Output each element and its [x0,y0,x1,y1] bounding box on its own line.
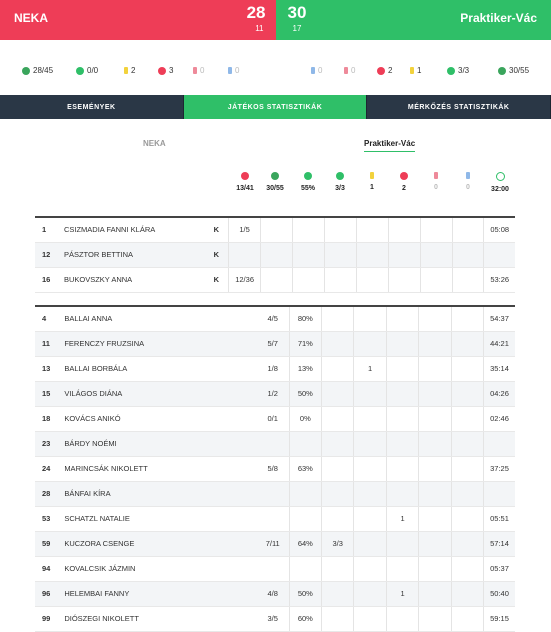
goalkeepers-table [35,216,515,293]
column-header-red-card [420,172,452,191]
shots-cell: 3/5 [257,606,289,631]
table-row[interactable] [35,456,515,481]
table-row[interactable] [35,581,515,606]
time-cell: 02:46 [484,406,516,431]
time-cell: 50:40 [484,581,516,606]
red-cell [419,356,451,381]
seven-cell [322,581,354,606]
shots-cell [257,431,289,456]
yellow-cell [354,331,386,356]
summary-stats-row [0,60,551,86]
clock-icon [496,172,505,181]
shots-cell [257,506,289,531]
summary-value: 2 [131,66,135,75]
player-number: 4 [35,306,60,331]
percent-icon [304,172,312,180]
goalkeeper-badge: K [214,217,229,242]
red-cell [419,506,451,531]
seven-cell [322,606,354,631]
field-players-table [35,305,515,632]
red-cell [419,556,451,581]
yellow-cell [354,606,386,631]
column-header [0,172,551,196]
time-cell [484,242,515,267]
table-row[interactable] [35,356,515,381]
player-name: DIÓSZEGI NIKOLETT [60,606,256,631]
blue-cell [451,331,483,356]
seven-cell [322,506,354,531]
column-header-blue-card [452,172,484,191]
pct-cell [289,556,321,581]
pct-cell: 64% [289,531,321,556]
away-team-name: Praktiker-Vác [460,11,537,25]
red-card-icon [434,172,438,179]
goalkeeper-badge: K [214,242,229,267]
away-halftime-score: 17 [293,24,302,33]
home-halftime-score: 11 [255,24,263,33]
player-name: BÁRDY NOÉMI [60,431,256,456]
summary-value: 0 [200,66,204,75]
column-header-two-minute [388,172,420,192]
table-row[interactable] [35,481,515,506]
player-name: KOVALCSIK JÁZMIN [60,556,256,581]
seven-cell [322,456,354,481]
two-cell [386,306,418,331]
home-summary-seven-meter [76,66,98,75]
away-summary-red-card [344,66,355,75]
player-number: 59 [35,531,60,556]
player-number: 1 [35,217,60,242]
seven-cell: 3/3 [322,531,354,556]
blue-cell [451,356,483,381]
blue-card-icon [228,67,232,74]
two-cell: 1 [386,506,418,531]
summary-value: 0 [318,66,322,75]
player-name: BUKOVSZKY ANNA [60,267,214,292]
player-name: SCHATZL NATALIE [60,506,256,531]
red-cell [419,431,451,456]
player-number: 53 [35,506,60,531]
saves-cell [229,242,261,267]
away-summary-seven-meter [447,66,469,75]
empty-cell [388,267,420,292]
red-card-icon [344,67,348,74]
two-cell [386,381,418,406]
table-row[interactable] [35,531,515,556]
two-cell [386,556,418,581]
yellow-cell [354,381,386,406]
shots-cell: 5/7 [257,331,289,356]
time-cell [484,481,516,506]
blue-cell [451,606,483,631]
player-name: BALLAI BORBÁLA [60,356,256,381]
red-cell [419,306,451,331]
empty-cell [420,242,452,267]
two-cell [386,606,418,631]
time-cell: 54:37 [484,306,516,331]
empty-cell [293,242,325,267]
empty-cell [388,217,420,242]
table-row[interactable] [35,556,515,581]
yellow-card-icon [124,67,128,74]
time-cell: 05:08 [484,217,515,242]
player-number: 16 [35,267,60,292]
summary-value: 3/3 [458,66,469,75]
yellow-cell: 1 [354,356,386,381]
empty-cell [420,217,452,242]
yellow-cell [354,306,386,331]
yellow-card-icon [410,67,414,74]
table-row[interactable] [35,506,515,531]
player-name: FERENCZY FRUZSINA [60,331,256,356]
seven-cell [322,431,354,456]
blue-cell [451,431,483,456]
player-number: 15 [35,381,60,406]
summary-value: 30/55 [509,66,529,75]
away-summary-two-minute [377,66,392,75]
empty-cell [261,217,293,242]
summary-value: 3 [169,66,173,75]
seven-meter-icon [336,172,344,180]
player-number: 23 [35,431,60,456]
player-number: 94 [35,556,60,581]
stats-tabs [0,95,551,119]
table-row[interactable] [35,306,515,331]
time-cell [484,431,516,456]
seven-cell [322,356,354,381]
two-minute-icon [158,67,166,75]
empty-cell [293,267,325,292]
time-cell: 05:51 [484,506,516,531]
column-header-value: 3/3 [335,185,345,192]
seven-cell [322,381,354,406]
red-cell [419,606,451,631]
table-row[interactable] [35,217,515,242]
player-name: KOVÁCS ANIKÓ [60,406,256,431]
two-cell: 1 [386,581,418,606]
yellow-cell [354,481,386,506]
column-header-seven-meter [324,172,356,192]
empty-cell [388,242,420,267]
summary-value: 0/0 [87,66,98,75]
team-tab-away[interactable]: Praktiker-Vác [364,139,415,152]
two-cell [386,531,418,556]
player-name: MARINCSÁK NIKOLETT [60,456,256,481]
empty-cell [261,267,293,292]
handball-icon [22,67,30,75]
yellow-card-icon [370,172,374,179]
saves-cell: 1/5 [229,217,261,242]
column-header-value: 0 [434,184,438,191]
tab-events[interactable]: ESEMÉNYEK [0,95,184,119]
empty-cell [324,217,356,242]
player-number: 28 [35,481,60,506]
empty-cell [420,267,452,292]
away-summary-blue-card [311,66,322,75]
yellow-cell [354,556,386,581]
time-cell: 04:26 [484,381,516,406]
blue-cell [451,556,483,581]
pct-cell: 71% [289,331,321,356]
empty-cell [452,267,484,292]
shots-cell: 1/8 [257,356,289,381]
home-team-panel [0,0,276,40]
time-cell: 35:14 [484,356,516,381]
column-header-value: 2 [402,185,406,192]
empty-cell [452,242,484,267]
two-cell [386,481,418,506]
table-row[interactable] [35,606,515,631]
player-name: BÁNFAI KÍRA [60,481,256,506]
player-number: 99 [35,606,60,631]
column-header-goalkeeper [229,172,261,192]
empty-cell [356,267,388,292]
time-cell: 57:14 [484,531,516,556]
player-name: CSIZMADIA FANNI KLÁRA [60,217,214,242]
home-team-name: NEKA [14,11,48,25]
shots-cell [257,556,289,581]
table-row[interactable] [35,381,515,406]
yellow-cell [354,581,386,606]
red-cell [419,481,451,506]
summary-value: 1 [417,66,421,75]
shots-cell: 4/5 [257,306,289,331]
two-cell [386,406,418,431]
pct-cell [289,431,321,456]
blue-cell [451,406,483,431]
home-score: 28 [247,4,266,22]
summary-value: 2 [388,66,392,75]
two-cell [386,456,418,481]
home-summary-blue-card [228,66,239,75]
blue-card-icon [311,67,315,74]
shots-cell: 1/2 [257,381,289,406]
blue-cell [451,306,483,331]
table-row[interactable] [35,242,515,267]
yellow-cell [354,506,386,531]
player-number: 13 [35,356,60,381]
red-cell [419,581,451,606]
seven-cell [322,331,354,356]
two-cell [386,331,418,356]
team-selector [0,139,551,155]
yellow-cell [354,531,386,556]
time-cell: 05:37 [484,556,516,581]
seven-meter-icon [76,67,84,75]
table-row[interactable] [35,331,515,356]
player-number: 11 [35,331,60,356]
player-name: BALLAI ANNA [60,306,256,331]
seven-cell [322,406,354,431]
red-cell [419,406,451,431]
player-name: VILÁGOS DIÁNA [60,381,256,406]
two-cell [386,356,418,381]
two-minute-icon [377,67,385,75]
saves-cell: 12/36 [229,267,261,292]
player-number: 24 [35,456,60,481]
player-number: 96 [35,581,60,606]
empty-cell [324,267,356,292]
pct-cell: 50% [289,381,321,406]
summary-value: 0 [235,66,239,75]
player-name: HELEMBAI FANNY [60,581,256,606]
home-summary-red-card [193,66,204,75]
empty-cell [261,242,293,267]
column-header-value: 30/55 [266,185,284,192]
red-cell [419,531,451,556]
yellow-cell [354,406,386,431]
shots-cell: 4/8 [257,581,289,606]
time-cell: 44:21 [484,331,516,356]
column-header-handball [259,172,291,192]
column-header-value: 55% [301,185,315,192]
player-number: 12 [35,242,60,267]
red-cell [419,456,451,481]
player-number: 18 [35,406,60,431]
player-name: PÁSZTOR BETTINA [60,242,214,267]
yellow-cell [354,456,386,481]
empty-cell [452,217,484,242]
seven-cell [322,481,354,506]
column-header-value: 0 [466,184,470,191]
handball-icon [271,172,279,180]
blue-cell [451,506,483,531]
red-cell [419,381,451,406]
yellow-cell [354,431,386,456]
pct-cell: 60% [289,606,321,631]
table-row[interactable] [35,267,515,292]
handball-icon [498,67,506,75]
pct-cell [289,481,321,506]
empty-cell [293,217,325,242]
pct-cell: 0% [289,406,321,431]
blue-cell [451,531,483,556]
time-cell: 59:15 [484,606,516,631]
pct-cell: 13% [289,356,321,381]
tab-player-stats[interactable]: JÁTÉKOS STATISZTIKÁK [184,95,368,119]
table-row[interactable] [35,406,515,431]
blue-card-icon [466,172,470,179]
pct-cell: 63% [289,456,321,481]
empty-cell [356,217,388,242]
shots-cell: 5/8 [257,456,289,481]
score-bar [0,0,551,40]
pct-cell: 50% [289,581,321,606]
column-header-value: 32:00 [491,186,509,193]
shots-cell: 0/1 [257,406,289,431]
seven-cell [322,556,354,581]
blue-cell [451,481,483,506]
column-header-yellow-card [356,172,388,191]
empty-cell [356,242,388,267]
player-name: KUCZORA CSENGE [60,531,256,556]
two-cell [386,431,418,456]
empty-cell [324,242,356,267]
seven-meter-icon [447,67,455,75]
blue-cell [451,581,483,606]
two-minute-icon [400,172,408,180]
pct-cell [289,506,321,531]
pct-cell: 80% [289,306,321,331]
time-cell: 37:25 [484,456,516,481]
table-row[interactable] [35,431,515,456]
blue-cell [451,381,483,406]
summary-value: 28/45 [33,66,53,75]
shots-cell: 7/11 [257,531,289,556]
home-summary-two-minute [158,66,173,75]
summary-value: 0 [351,66,355,75]
goalkeeper-icon [241,172,249,180]
away-score: 30 [288,4,307,22]
goalkeeper-badge: K [214,267,229,292]
red-card-icon [193,67,197,74]
away-summary-yellow-card [410,66,421,75]
tab-match-stats[interactable]: MÉRKŐZÉS STATISZTIKÁK [367,95,551,119]
home-summary-handball [22,66,53,75]
column-header-clock [484,172,516,193]
shots-cell [257,481,289,506]
column-header-percent [292,172,324,192]
away-team-panel [276,0,551,40]
seven-cell [322,306,354,331]
column-header-value: 13/41 [236,185,254,192]
blue-cell [451,456,483,481]
column-header-value: 1 [370,184,374,191]
time-cell: 53:26 [484,267,515,292]
away-summary-handball [498,66,529,75]
team-tab-home[interactable]: NEKA [143,139,166,148]
red-cell [419,331,451,356]
home-summary-yellow-card [124,66,135,75]
